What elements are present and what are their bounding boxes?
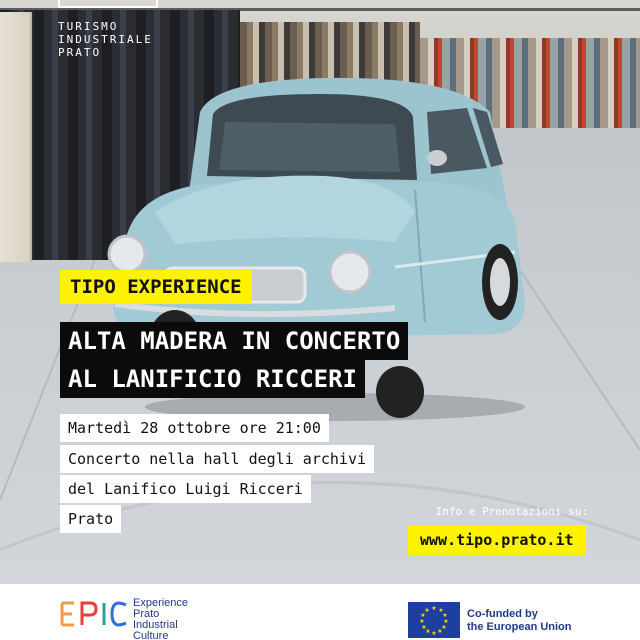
logo-line-3: PRATO (58, 46, 102, 59)
eu-cofunded-text (467, 608, 572, 634)
event-city: Prato (60, 505, 121, 533)
eu-flag-icon (408, 602, 460, 638)
booking-label: Info e Prenotazioni su: (435, 505, 588, 518)
svg-text:★: ★ (420, 612, 426, 619)
svg-text:★: ★ (419, 618, 425, 625)
svg-text:★: ★ (441, 624, 447, 631)
turismo-industriale-logo (58, 20, 153, 59)
eu-line-1: Co-funded by (467, 608, 538, 620)
svg-text:★: ★ (431, 605, 437, 612)
epic-text (133, 598, 188, 640)
logo-frame (58, 0, 158, 8)
svg-text:★: ★ (421, 624, 427, 631)
svg-text:★: ★ (431, 630, 437, 637)
svg-text:★: ★ (424, 607, 430, 614)
epic-line-2: Prato (133, 608, 160, 620)
event-series-tag: TIPO EXPERIENCE (60, 270, 252, 304)
epic-line-4: Culture (133, 630, 169, 640)
footer (0, 584, 640, 640)
svg-text:★: ★ (442, 612, 448, 619)
event-detail-line-2: Concerto nella hall degli archivi (60, 445, 374, 473)
epic-logo-icon (60, 600, 128, 628)
logo-line-1: TURISMO (58, 20, 119, 33)
event-detail-line-3: del Lanifico Luigi Ricceri (60, 475, 311, 503)
svg-text:★: ★ (425, 628, 431, 635)
white-coat (0, 12, 32, 262)
booking-url-link[interactable]: www.tipo.prato.it (408, 525, 586, 555)
logo-line-2: INDUSTRIALE (58, 33, 153, 46)
event-title-line-2: AL LANIFICIO RICCERI (60, 360, 365, 398)
svg-text:★: ★ (438, 607, 444, 614)
event-date-time: Martedì 28 ottobre ore 21:00 (60, 414, 329, 442)
epic-line-3: Industrial (133, 619, 178, 631)
svg-text:★: ★ (437, 628, 443, 635)
eu-line-2: the European Union (467, 621, 572, 633)
event-title-line-1: ALTA MADERA IN CONCERTO (60, 322, 408, 360)
svg-text:★: ★ (443, 618, 449, 625)
epic-line-1: Experience (133, 597, 189, 609)
